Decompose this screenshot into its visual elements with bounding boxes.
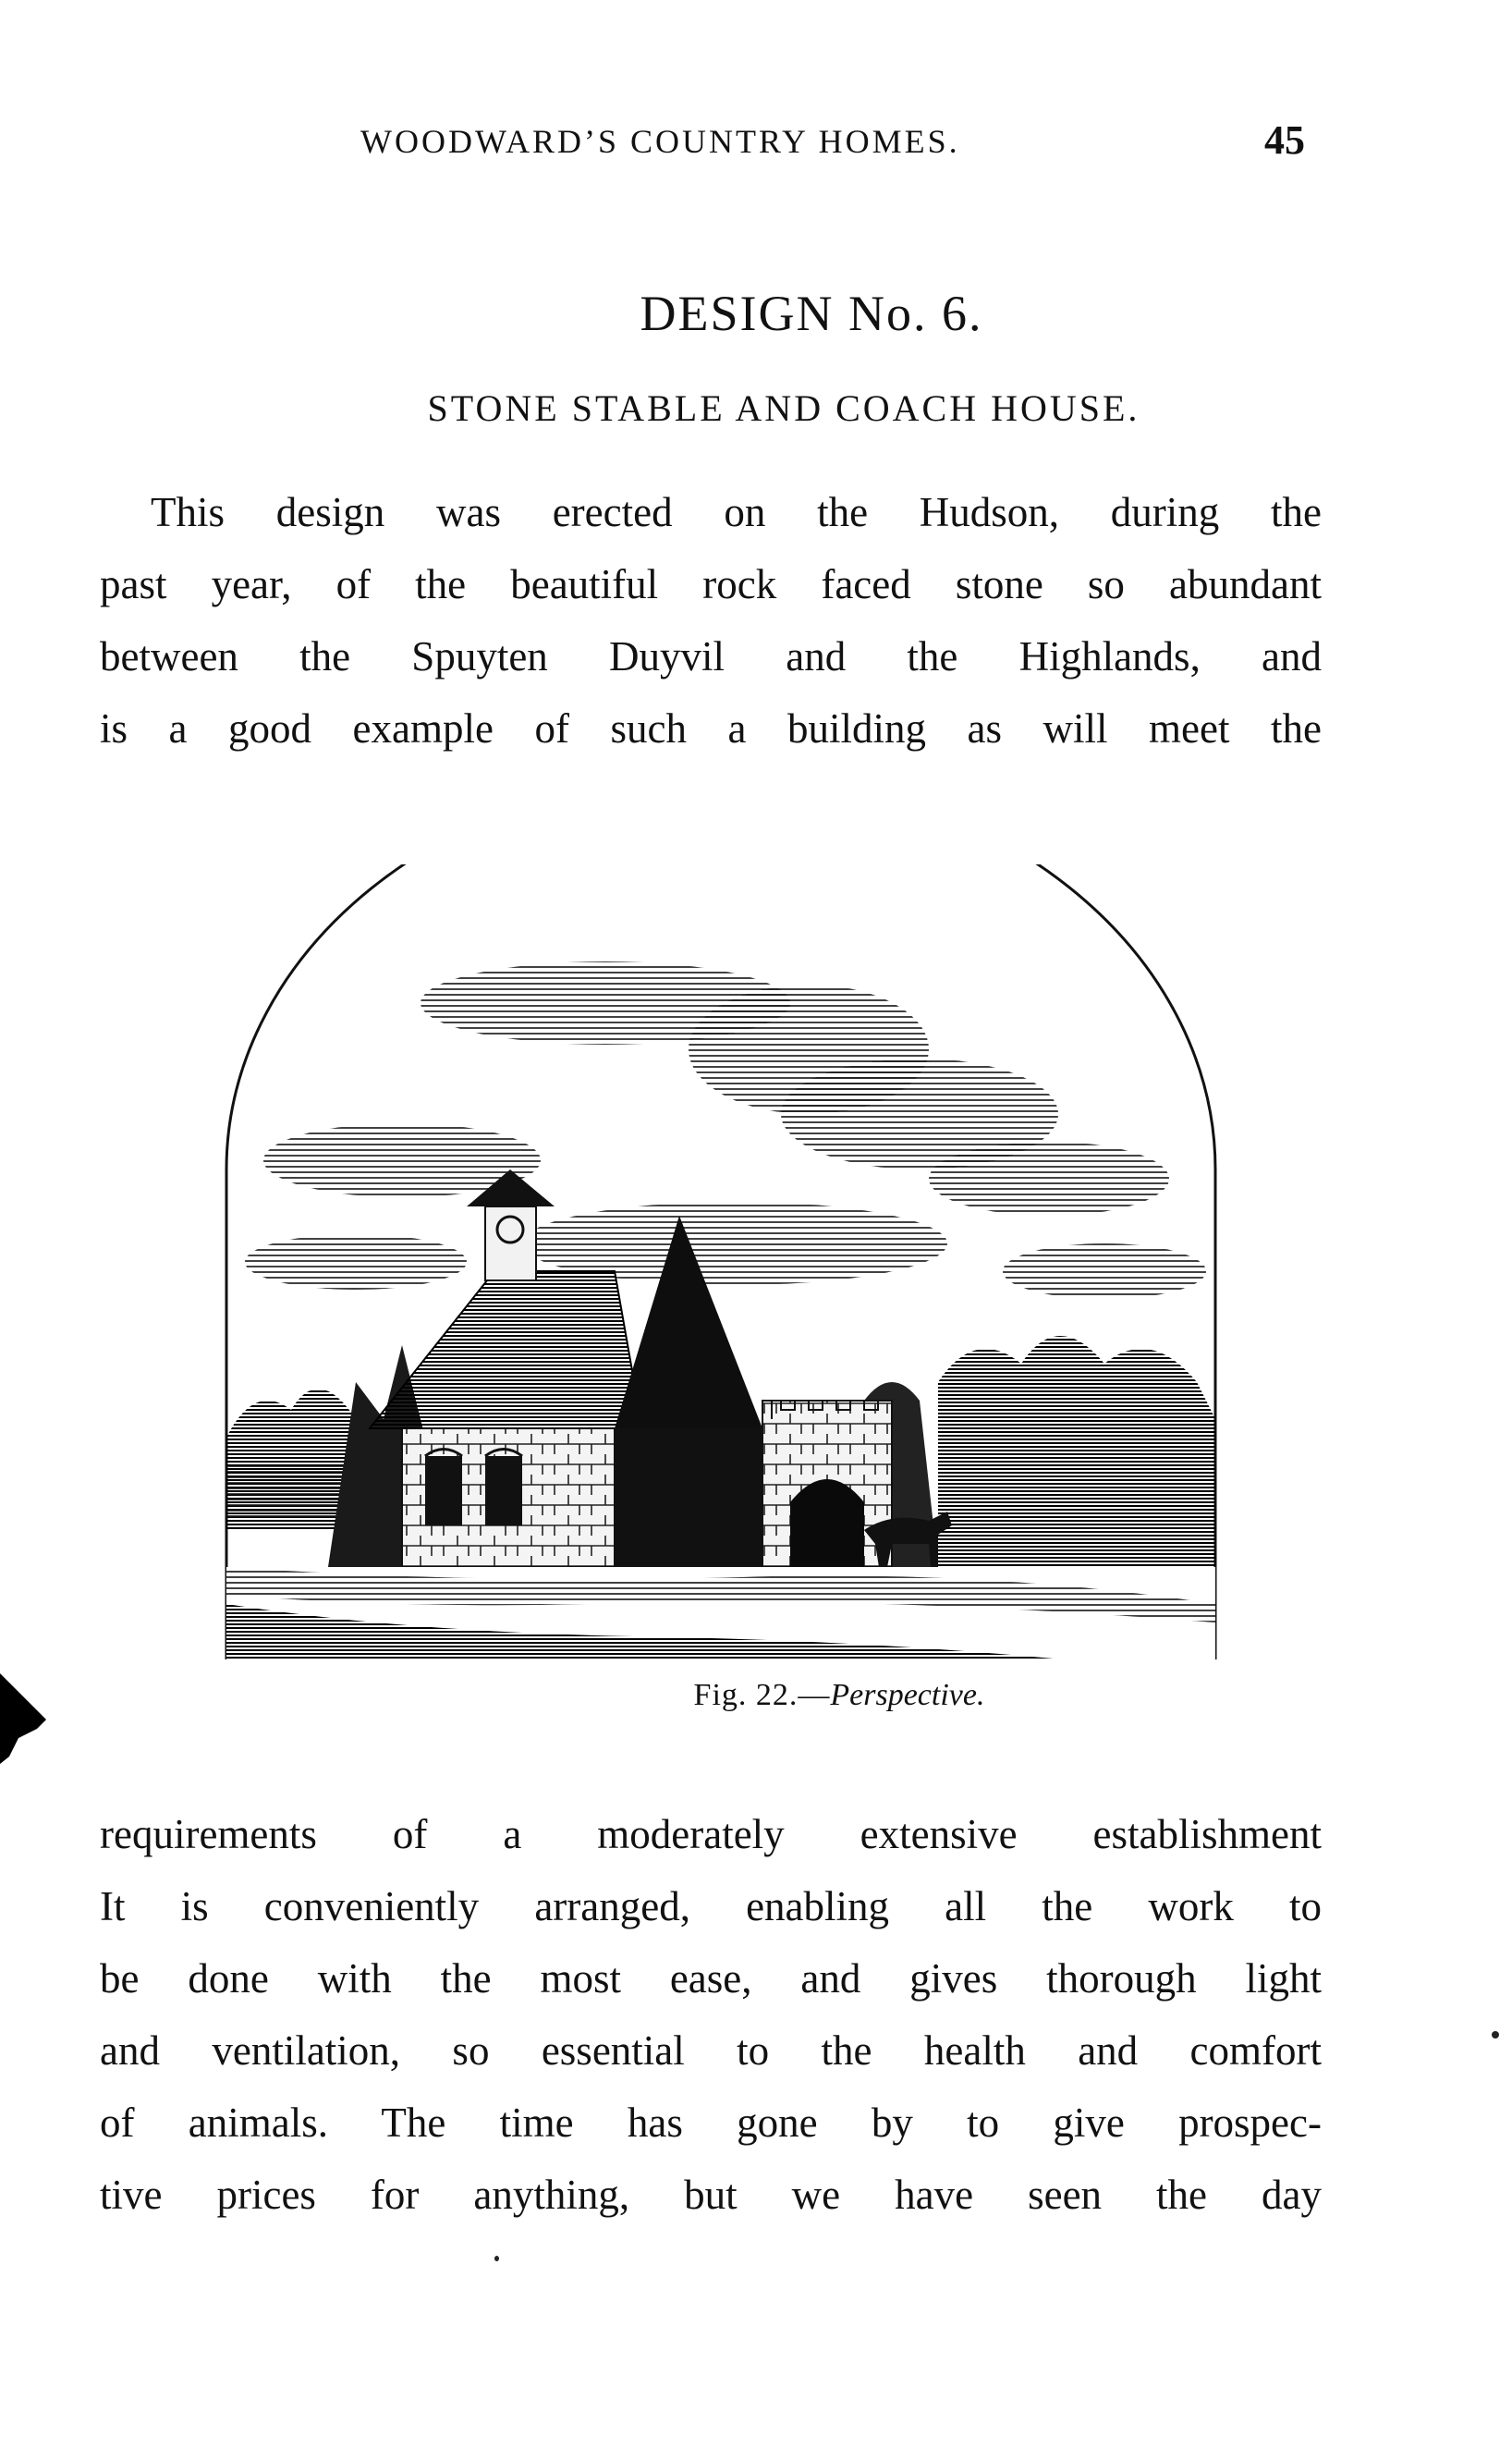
clouds [245,961,1206,1299]
perspective-illustration [217,864,1225,1669]
paragraph-continued [100,1798,1322,2231]
text-line: It is conveniently arranged, enabling all the work to [100,1883,1322,1929]
text-line: and ventilation, so essential to the health and comfort [100,2027,1322,2074]
text-line: is a good example of such a building as will meet the [100,705,1322,752]
caption-title: Perspective. [830,1678,985,1712]
design-title: DESIGN No. 6. [640,286,983,341]
text-line: past year, of the beautiful rock faced stone so abundant [100,561,1322,607]
speck [1492,2031,1499,2039]
paragraph-intro [100,476,1322,765]
text-line: be done with the most ease, and gives thorough light [100,1955,1322,2002]
running-title: WOODWARD’S COUNTRY HOMES. [360,123,960,160]
margin-ink-mark [0,1664,48,1766]
text-line: requirements of a moderately extensive establishment [100,1811,1322,1857]
caption-figure-number: Fig. 22.— [693,1678,831,1712]
text-line: This design was erected on the Hudson, during the [151,489,1322,535]
text-line: tive prices for anything, but we have seen the day [100,2172,1322,2218]
text-line: of animals. The time has gone by to give prospec- [100,2100,1322,2146]
design-subtitle: STONE STABLE AND COACH HOUSE. [427,387,1140,429]
page-number: 45 [1264,117,1305,163]
figure-caption [0,1678,1512,1713]
text-line: between the Spuyten Duyvil and the Highlands, and [100,633,1322,680]
speck [494,2256,499,2261]
running-head [0,117,1512,178]
